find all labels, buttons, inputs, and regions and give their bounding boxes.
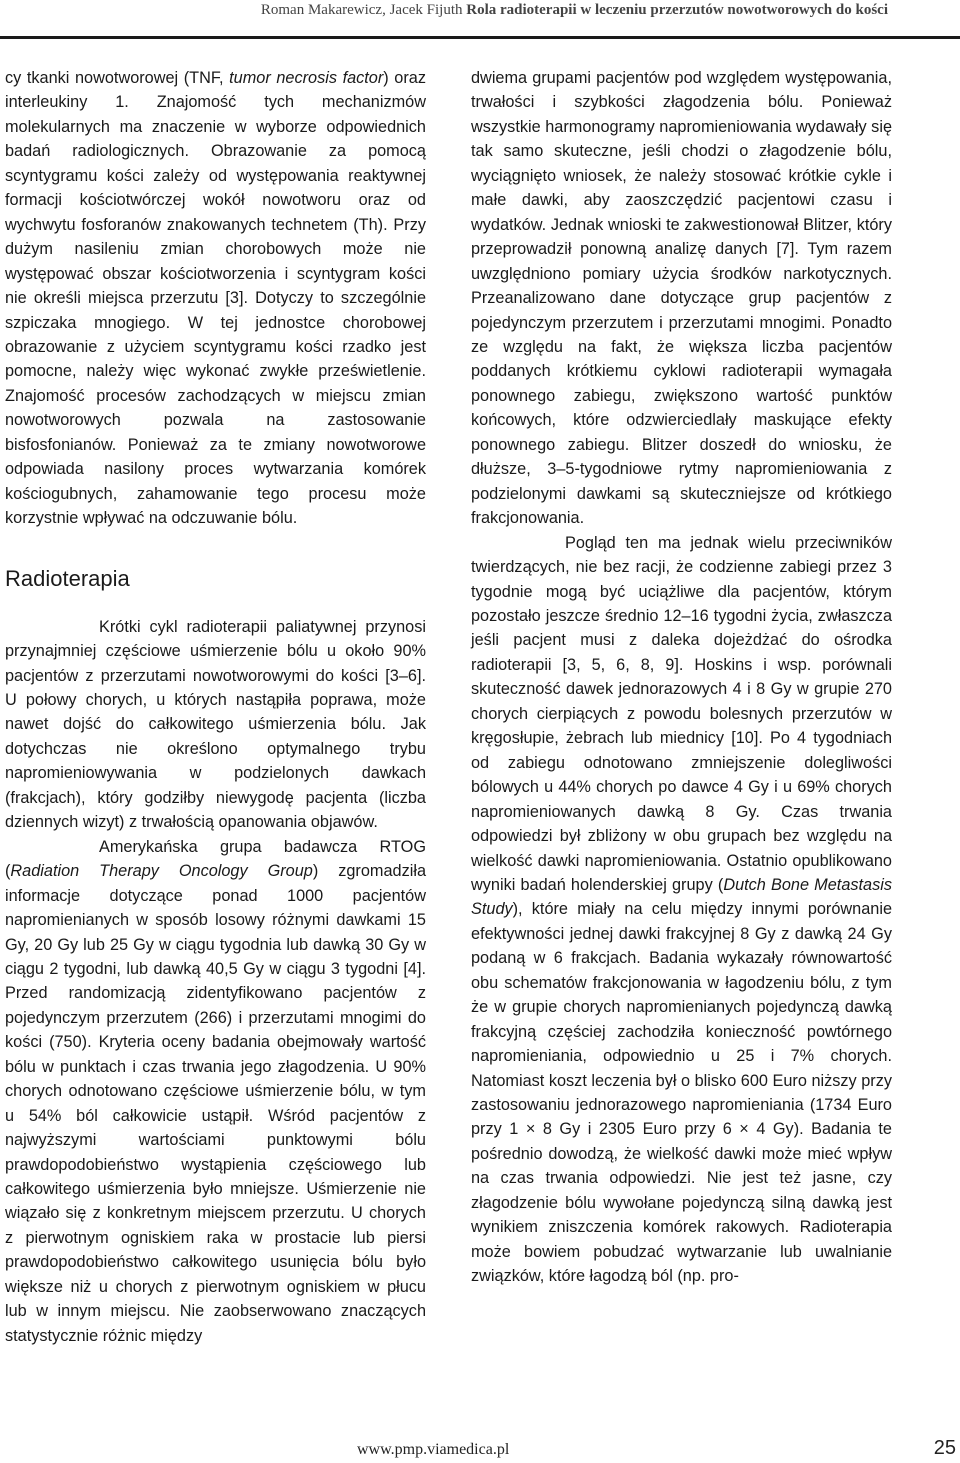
body-paragraph: dwiema grupami pacjentów pod względem występowania, trwałości i szybkości złagodzenia bólu. Ponieważ wszystkie harmonogramy napromieniowania wydawały się tak samo skuteczne, jeśli chodzi o złagodzenie bólu, wyciągnięto wniosek, że należy stosować krótkie cykle i małe dawki, aby zaoszczędzić pacjentowi czasu i wydatków. Jednak wnioski te zakwestionował Blitzer, który przeprowadził ponowną analizę danych [7]. Tym razem uwzględniono pomiary użycia środków narkotycznych. Przeanalizowano dane dotyczące grup pacjentów z pojedynczym przerzutem i przerzutami mnogimi. Ponadto ze względu na fakt, że większa liczba pacjentów poddanych krótkiemu cyklowi radioterapii wymagała ponownego zabiegu, zwiększono wartość punktów końcowych, które odzwierciedlały maskujące efekty ponownego zabiegu. Blitzer doszedł do wniosku, że dłuższe, 3–5-tygodniowe rytmy napromieniowania z podzielonymi dawkami są skuteczniejsze od krótkiego frakcjonowania.	[471, 69, 892, 528]
section-heading: Radioterapia	[5, 565, 130, 591]
body-paragraph: Amerykańska grupa badawcza RTOG (Radiation Therapy Oncology Group) zgromadziła informacje dotyczące ponad 1000 pacjentów napromienianych w sposób losowy różnymi dawkami 15 Gy, 20 Gy lub 25 Gy w ciągu tygodnia lub dawką 30 Gy w ciągu 2 tygodni, lub dawką 40,5 Gy w ciągu 3 tygodni [4]. Przed randomizacją zidentyfikowano pacjentów z pojedynczym przerzutem (266) i przerzutami mnogimi do kości (750). Kryteria oceny badania obejmowały wartość bólu w punktach i czas trwania jego złagodzenia. U 90% chorych odnotowano częściowe uśmierzenie bólu, w tym u 54% ból całkowicie ustąpił. Wśród pacjentów z najwyższymi wartościami punktowymi bólu prawdopodobieństwo wystąpienia częściowego lub całkowitego uśmierzenia było mniejsze. Uśmierzenie nie wiązało się z konkretnym miejscem przerzutu. U chorych z pierwotnym ogniskiem raka w prostacie lub piersi prawdopodobieństwo całkowitego usunięcia bólu było większe niż u chorych z pierwotnym ogniskiem w płucu lub w innym miejscu. Nie zaobserwowano znaczących statystycznie różnic między	[5, 837, 426, 1345]
header-title: Rola radioterapii w leczeniu przerzutów nowotworowych do kości	[466, 2, 888, 18]
footer-url: www.pmp.viamedica.pl	[357, 1441, 510, 1458]
body-paragraph: Krótki cykl radioterapii paliatywnej przynosi przynajmniej częściowe uśmierzenie bólu u około 90% pacjentów z przerzutami nowotworowymi do kości [3–6]. U połowy chorych, u których nastąpiła poprawa, może nawet dojść do całkowitego uśmierzenia bólu. Jak dotychczas nie określono optymalnego trybu napromieniowywania w podzielonych dawkach (frakcjach), który godziłby niewygodę pacjenta (liczba dziennych wizyt) z trwałością opanowania objawów.	[5, 617, 426, 832]
body-paragraph: Pogląd ten ma jednak wielu przeciwników twierdzących, nie bez racji, że codzienne zabiegi przez 3 tygodnie mogą być uciążliwe dla pacjentów, którym pozostało jeszcze średnio 12–16 tygodni życia, zwłaszcza jeśli pacjent musi z daleka dojeżdżać do ośrodka radioterapii [3, 5, 6, 8, 9]. Hoskins i wsp. porównali skuteczność dawek jednorazowych 4 i 8 Gy w grupie 270 chorych cierpiących z powodu bolesnych przerzutów w kręgosłupie, żebrach lub miednicy [10]. Po 4 tygodniach od zabiegu odnotowano zmniejszenie dolegliwości bólowych u 44% chorych po dawce 4 Gy i u 69% chorych napromieniowanych dawką 8 Gy. Czas trwania odpowiedzi był zbliżony w obu grupach bez względu na wielkość dawki napromieniowania. Ostatnio opublikowano wyniki badań holenderskiej grupy (Dutch Bone Metastasis Study), które miały na celu między innymi porównanie efektywności jednej dawki frakcyjnej 8 Gy z dawką 24 Gy podaną w 6 frakcjach. Badania wykazały równowartość obu schematów frakcjonowania w łagodzeniu bólu, z tym że w grupie chorych napromienianych pojedynczą dawką frakcyjną częściej zachodziła konieczność powtórnego napromieniania, odpowiednio u 25 i 7% chorych. Natomiast koszt leczenia był o blisko 600 Euro niższy przy zastosowaniu jednorazowego napromieniania (1734 Euro przy 1 × 8 Gy i 2305 Euro przy 6 × 4 Gy). Badania te pośrednio dowodzą, że wielkość dawki może mieć wpływ na czas trwania odpowiedzi. Nie jest też jasne, czy złagodzenie bólu wywołane pojedynczą silną dawką jest wynikiem zniszczenia komórek rakowych. Radioterapia może bowiem pobudzać wytwarzanie lub uwalnianie związków, które łagodzą ból (np. pro-	[471, 533, 892, 1286]
body-paragraph: cy tkanki nowotworowej (TNF, tumor necrosis factor) oraz interleukiny 1. Znajomość tych mechanizmów molekularnych ma znaczenie w wyborze odpowiednich badań radiologicznych. Obrazowanie za pomocą scyntygramu kości zależy od występowania reaktywnej formacji kościotwórczej wokół nowotworu oraz od wychwytu fosforanów znakowanych technetem (Th). Przy dużym nasileniu zmian chorobowych może nie występować obszar kościotworzenia i scyntygram kości nie określi miejsca przerzutu [3]. Dotyczy to szczególnie szpiczaka mnogiego. W tej jednostce chorobowej obrazowanie z użyciem scyntygramu kości rzadko jest pomocne, należy więc wykonać zwykłe prześwietlenie. Znajomość procesów zachodzących w miejscu zmian nowotworowych pozwala na zastosowanie bisfosfonianów. Ponieważ za te zmiany nowotworowe odpowiada nasilony proces wytwarzania komórek kościogubnych, zahamowanie tego procesu może korzystnie wpływać na odczuwanie bólu.	[5, 69, 426, 528]
page-number: 25	[933, 1437, 956, 1459]
running-head	[0, 0, 960, 36]
left-column	[5, 66, 426, 1348]
header-rule	[0, 36, 960, 39]
header-authors: Roman Makarewicz, Jacek Fijuth	[260, 2, 463, 18]
right-column	[471, 66, 892, 1289]
